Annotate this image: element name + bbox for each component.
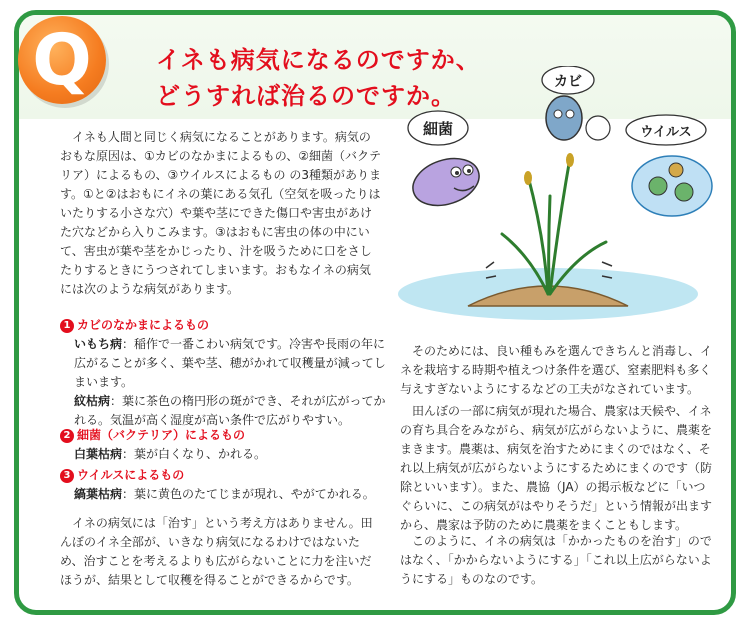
q-letter: Q [32,19,92,101]
farmer-paragraph: 田んぼの一部に病気が現れた場合、農家は天候や、イネの育ち具合をみながら、病気が広がらないように、農薬をまきます。農薬は、病気を治すためにまくのではなく、それ以上病気が広がらないようにするためにまくのです（防除といいます）。また、農協（JA）の掲示板などに「いつぐらいに、この病気がはやりそうだ」という情報が出ますから、農家は予防のために農薬をまくこともします。 [400,404,713,532]
closing-paragraph: イネの病気には「治す」という考え方はありません。田んぼのイネ全部が、いきなり病気になるわけではないため、治すことを考えるよりも広がらないことに力を注いだほうが、結果として収穫を得ることができるからです。 [60,516,373,587]
mold-label-bubble [542,66,594,94]
disease-entry [74,485,388,504]
page-title [156,42,481,114]
cause-bacteria [60,426,388,464]
disease-desc: ：稲作で一番こわい病気です。冷害や長雨の年に広がることが多く、葉や茎、穂がかれて収穫量が減ってしまいます。 [74,337,386,389]
cause-heading-text: ウイルスによるもの [77,468,185,482]
summary-paragraph: このように、イネの病気は「かかったものを治す」のではなく、「かからないようにする」「これ以上広がらないようにする」ものなのです。 [400,534,712,586]
number-badge: 1 [60,319,74,333]
disease-entry [74,392,388,430]
cause-heading-text: カビのなかまによるもの [77,318,210,332]
disease-desc: ：葉に黄色のたてじまが現れ、やがてかれる。 [122,487,375,501]
disease-desc: ：葉が白くなり、かれる。 [122,447,267,461]
prevention-paragraph: そのためには、良い種もみを選んできちんと消毒し、イネを栽培する時期や植えつけ条件を選び、窒素肥料も多く与えすぎないようにするなどの工夫がなされています。 [400,344,713,396]
title-line-1: イネも病気になるのですか、 [156,46,481,74]
q-badge [18,16,106,104]
mold-label: カビ [554,74,582,90]
cause-heading [60,466,388,485]
disease-desc: ：葉に茶色の楕円形の斑ができ、それが広がってかれる。気温が高く湿度が高い条件で広がりやすい。 [74,394,386,427]
number-badge: 2 [60,429,74,443]
bacteria-label-bubble [408,111,468,145]
bacteria-label: 細菌 [422,120,454,138]
title-line-2: どうすれば治るのですか。 [156,82,456,110]
virus-label: ウイルス [640,125,692,140]
disease-name: 縞葉枯病 [74,487,123,501]
bacteria-character [407,151,485,214]
disease-entry [74,335,388,392]
cause-heading-text: 細菌（バクテリア）によるもの [77,428,246,442]
cause-virus [60,466,388,504]
disease-name: 紋枯病 [74,394,111,408]
disease-entry [74,445,388,464]
intro-paragraph: イネも人間と同じく病気になることがあります。病気のおもな原因は、①カビのなかまによるもの、②細菌（バクテリア）によるもの、③ウイルスによるもの の3種類があります。①と②はおもにイネの葉にある気孔（空気を吸ったりはいたりする小さな穴）や葉や茎にできた傷口や害虫があけた穴などから入りこみます。③はおもに害虫の体の中にいて、害虫が葉や茎をかじったり、汁を吸うために口をさしたりするときにうつされてしまいます。おもなイネの病気には次のような病気があります。 [60,130,382,296]
cause-heading [60,316,388,335]
virus-character [632,156,712,216]
disease-name: いもち病 [74,337,123,351]
number-badge: 3 [60,469,74,483]
cause-heading [60,426,388,445]
disease-name: 白葉枯病 [74,447,123,461]
cause-mold [60,316,388,430]
mold-character [546,96,610,140]
virus-label-bubble [626,115,706,145]
